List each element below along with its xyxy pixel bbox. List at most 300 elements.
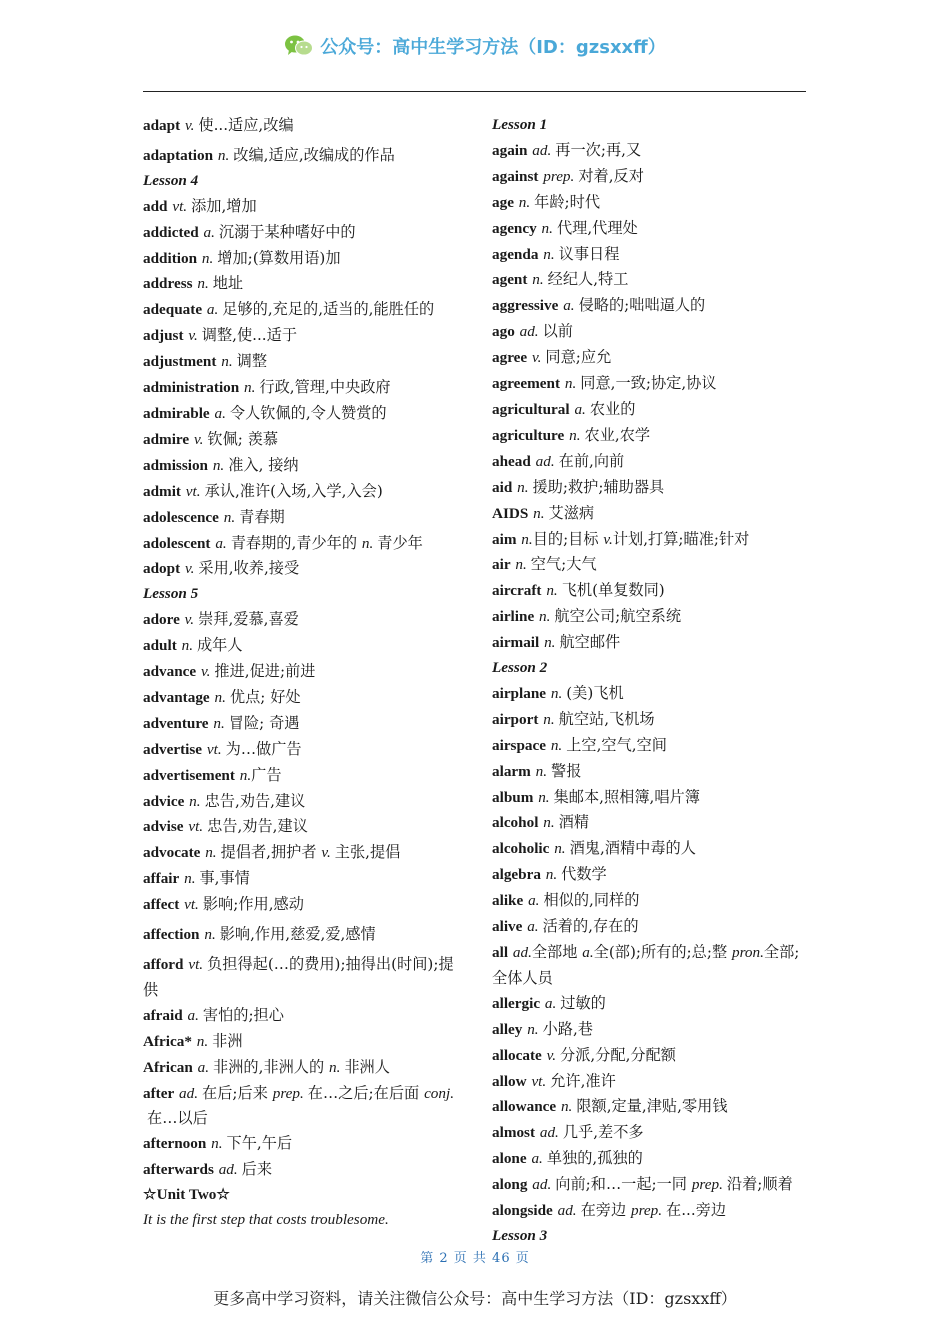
entry-word: adjustment <box>143 353 217 371</box>
entry-word: again <box>492 141 528 159</box>
part-of-speech: n. <box>244 379 256 397</box>
part-of-speech: v. <box>193 430 204 448</box>
part-of-speech: n. <box>527 1020 539 1038</box>
entry-word: airline <box>492 608 535 626</box>
entry-word: adult <box>143 637 177 655</box>
entry-word: agency <box>492 219 537 237</box>
entry-definition: 增加;(算数用语)加 <box>217 248 341 267</box>
entry-word: agricultural <box>492 400 570 418</box>
part-of-speech: n. <box>543 814 555 832</box>
vocab-entry <box>143 685 461 711</box>
vocab-entry <box>492 810 810 836</box>
part-of-speech: n. <box>550 684 563 702</box>
part-of-speech: n. <box>213 714 225 732</box>
entry-word: affection <box>143 926 200 944</box>
vocab-entry <box>492 345 810 371</box>
part-of-speech: v. <box>184 117 195 134</box>
entry-definition: 负担得起(…的费用);抽得出(时间);提供 <box>143 955 454 999</box>
entry-definition: 代数学 <box>561 865 607 884</box>
vocab-entry <box>492 138 810 164</box>
vocab-entry <box>143 607 461 633</box>
vocab-entry <box>492 836 810 862</box>
vocab-entry <box>143 143 461 169</box>
vocab-entry <box>492 371 810 397</box>
vocab-entry <box>143 1131 461 1157</box>
vocab-entry <box>143 892 461 918</box>
entry-definition: 足够的,充足的,适当的,能胜任的 <box>222 300 435 319</box>
vocab-entry <box>492 940 810 991</box>
entry-definition: 非洲 <box>212 1031 243 1050</box>
entry-word: ago <box>492 323 515 341</box>
part-of-speech: n. <box>541 219 553 237</box>
left-column <box>143 113 461 1233</box>
part-of-speech: n. <box>539 608 551 626</box>
entry-definition: 钦佩; 羡慕 <box>207 429 279 448</box>
entry-word: adapt <box>143 117 181 134</box>
entry-definition: 冒险; 奇遇 <box>228 713 300 732</box>
vocab-entry <box>143 297 461 323</box>
part-of-speech: pron. <box>731 944 764 961</box>
entry-word: AIDS <box>492 504 529 522</box>
vocab-entry <box>492 501 810 527</box>
vocab-entry <box>492 190 810 216</box>
entry-word: algebra <box>492 866 541 884</box>
wechat-icon <box>284 34 314 58</box>
entry-definition: 过敏的 <box>560 993 606 1012</box>
entry-definition: 令人钦佩的,令人赞赏的 <box>229 403 387 422</box>
entry-word: admire <box>143 430 190 448</box>
entry-word: airport <box>492 710 539 728</box>
entry-word: aim <box>492 530 517 548</box>
entry-definition: 地址 <box>212 274 244 293</box>
entry-word: afterwards <box>143 1161 214 1179</box>
entry-definition: 在…以后 <box>147 1109 208 1128</box>
entry-definition: 优点; 好处 <box>229 687 301 706</box>
part-of-speech: n. <box>546 582 558 600</box>
entry-definition: 调整 <box>236 352 268 371</box>
entry-word: African <box>143 1058 193 1076</box>
entry-word: afford <box>143 956 184 973</box>
vocab-entry <box>492 578 810 604</box>
entry-word: address <box>143 275 193 293</box>
vocab-entry <box>143 633 461 659</box>
entry-word: along <box>492 1176 528 1194</box>
part-of-speech: vt. <box>184 896 199 914</box>
vocab-entry <box>143 113 461 139</box>
entry-word: addicted <box>143 223 199 241</box>
lesson-heading: Lesson 3 <box>492 1226 548 1244</box>
entry-word: adolescence <box>143 508 219 526</box>
entry-definition: 农业的 <box>589 399 636 418</box>
entry-definition: 在…之后;在后面 <box>307 1083 420 1102</box>
part-of-speech: ad. <box>539 1124 559 1142</box>
entry-definition: 主张,提倡 <box>334 843 401 862</box>
vocab-entry <box>143 763 461 789</box>
entry-definition: 目的;目标 <box>532 529 599 548</box>
vocab-entry <box>143 952 461 1003</box>
entry-definition: 航空公司;航空系统 <box>554 607 682 626</box>
part-of-speech: prep. <box>630 1202 663 1220</box>
entry-definition: 全部地 <box>531 943 578 961</box>
entry-definition: 害怕的;担心 <box>202 1005 284 1024</box>
vocab-entry <box>492 423 810 449</box>
vocab-entry <box>492 862 810 888</box>
part-of-speech: a. <box>528 892 540 910</box>
part-of-speech: n. <box>217 146 230 164</box>
entry-definition: 分派,分配,分配额 <box>560 1045 676 1064</box>
entry-definition: 下午,午后 <box>226 1134 293 1153</box>
entry-word: advice <box>143 792 185 810</box>
entry-definition: 再一次;再,又 <box>555 140 642 159</box>
entry-word: aggressive <box>492 297 559 315</box>
part-of-speech: n. <box>518 193 531 211</box>
vocab-entry <box>492 888 810 914</box>
part-of-speech: n. <box>184 870 196 888</box>
entry-definition: 议事日程 <box>558 244 620 263</box>
entry-definition: 上空,空气,空间 <box>566 735 667 754</box>
entry-word: alike <box>492 892 524 910</box>
part-of-speech: vt. <box>206 740 222 758</box>
part-of-speech: ad. <box>532 141 552 159</box>
vocab-entry <box>143 194 461 220</box>
vocab-entry <box>143 220 461 246</box>
entry-definition: 年龄;时代 <box>534 192 601 211</box>
part-of-speech: a. <box>544 994 557 1012</box>
entry-word: allowance <box>492 1098 557 1116</box>
entry-definition: 农业,农学 <box>584 425 651 444</box>
part-of-speech: vt. <box>531 1072 547 1090</box>
entry-word: afraid <box>143 1006 183 1024</box>
vocab-entry <box>143 840 461 866</box>
vocab-entry <box>492 475 810 501</box>
part-of-speech: n. <box>328 1058 341 1076</box>
part-of-speech: v. <box>184 611 195 629</box>
entry-definition: 影响;作用,感动 <box>202 895 304 914</box>
entry-definition: 非洲人 <box>344 1057 390 1076</box>
entry-definition: 提倡者,拥护者 <box>220 843 317 862</box>
entry-definition: 航空站,飞机场 <box>558 709 655 728</box>
vocab-entry <box>143 711 461 737</box>
vocab-entry <box>492 164 810 190</box>
entry-word: adopt <box>143 560 181 578</box>
header-title: 公众号：高中生学习方法（ID：gzsxxff） <box>320 37 666 58</box>
part-of-speech: v. <box>603 530 613 548</box>
entry-definition: 小路,巷 <box>542 1019 593 1038</box>
entry-definition: 为…做广告 <box>225 739 302 758</box>
part-of-speech: n. <box>533 504 545 522</box>
entry-definition: 对着,反对 <box>578 166 644 185</box>
entry-word: adjust <box>143 327 184 345</box>
entry-definition: 全部;全体人员 <box>492 943 800 987</box>
vocab-entry <box>143 271 461 297</box>
part-of-speech: v. <box>546 1046 557 1064</box>
entry-word: agent <box>492 271 528 289</box>
entry-definition: 在...旁边 <box>666 1201 727 1220</box>
entry-definition: 酒鬼,酒精中毒的人 <box>569 839 696 858</box>
entry-definition: 几乎,差不多 <box>562 1123 644 1142</box>
part-of-speech: n. <box>221 353 233 371</box>
entry-definition: 青春期的,青少年的 <box>230 533 358 552</box>
entry-definition: 限额,定量,津贴,零用钱 <box>576 1097 728 1116</box>
vocab-entry <box>492 1198 810 1224</box>
entry-word: allergic <box>492 994 541 1012</box>
entry-word: airplane <box>492 684 547 702</box>
vocab-entry <box>143 531 461 557</box>
part-of-speech: a. <box>215 534 227 552</box>
entry-definition: 单独的,孤独的 <box>546 1149 643 1168</box>
entry-word: all <box>492 944 509 961</box>
entry-word: advance <box>143 663 197 681</box>
entry-definition: 同意,一致;协定,协议 <box>580 374 717 393</box>
part-of-speech: n. <box>569 426 581 444</box>
entry-definition: 酒精 <box>558 813 590 832</box>
part-of-speech: a. <box>206 301 219 319</box>
entry-word: afternoon <box>143 1135 207 1153</box>
entry-definition: 飞机(单复数同) <box>561 581 665 600</box>
vocab-entry <box>492 681 810 707</box>
entry-definition: 活着的,存在的 <box>542 917 639 936</box>
vocab-entry <box>492 552 810 578</box>
entry-definition: 使...适应,改编 <box>198 116 294 134</box>
vocab-entry <box>492 1172 810 1198</box>
part-of-speech: n. <box>564 375 577 393</box>
part-of-speech: n. <box>189 792 201 810</box>
vocab-entry <box>492 1043 810 1069</box>
entry-word: adventure <box>143 714 209 732</box>
vocab-entry <box>143 1081 461 1132</box>
entry-word: Africa* <box>143 1032 192 1050</box>
part-of-speech: ad. <box>519 323 539 341</box>
part-of-speech: ad. <box>179 1084 199 1102</box>
vocab-entry <box>143 814 461 840</box>
entry-word: agenda <box>492 245 539 263</box>
part-of-speech: n. <box>211 1135 223 1153</box>
entry-definition: 同意;应允 <box>545 348 612 367</box>
vocab-entry <box>143 401 461 427</box>
part-of-speech: v. <box>200 663 211 681</box>
vocab-entry <box>492 1094 810 1120</box>
part-of-speech: v. <box>321 844 331 862</box>
entry-definition: 计划,打算;瞄准;针对 <box>612 529 750 548</box>
part-of-speech: n. <box>181 637 193 655</box>
part-of-speech: a. <box>197 1058 209 1076</box>
part-of-speech: a. <box>531 1150 543 1168</box>
entry-definition: 空气;大气 <box>530 555 597 574</box>
entry-word: allocate <box>492 1046 542 1064</box>
part-of-speech: a. <box>574 400 586 418</box>
part-of-speech: vt. <box>172 197 188 215</box>
page-number: 第 2 页 共 46 页 <box>420 1251 530 1266</box>
entry-word: adequate <box>143 301 203 319</box>
entry-word: alcoholic <box>492 840 550 858</box>
entry-definition: 广告 <box>251 765 282 784</box>
part-of-speech: n. <box>214 688 226 706</box>
entry-word: album <box>492 788 534 806</box>
part-of-speech: vt. <box>188 818 204 836</box>
vocab-entry <box>492 319 810 345</box>
part-of-speech: n. <box>205 844 217 862</box>
entry-definition: 侵略的;咄咄逼人的 <box>578 296 706 315</box>
entry-word: admit <box>143 482 181 500</box>
part-of-speech: n. <box>517 478 529 496</box>
lesson-heading: Lesson 4 <box>143 171 199 189</box>
part-of-speech: conj. <box>424 1084 455 1102</box>
part-of-speech: n. <box>545 866 558 884</box>
vocab-entry <box>492 604 810 630</box>
entry-word: affect <box>143 896 180 914</box>
vocab-entry <box>143 323 461 349</box>
part-of-speech: a. <box>527 918 539 936</box>
entry-word: advocate <box>143 844 201 862</box>
entry-word: add <box>143 197 168 215</box>
entry-definition: 警报 <box>551 761 582 780</box>
vocab-entry <box>143 737 461 763</box>
entry-definition: 行政,管理,中央政府 <box>259 378 391 397</box>
vocab-entry <box>143 375 461 401</box>
entry-definition: 代理,代理处 <box>556 218 638 237</box>
part-of-speech: n. <box>538 788 550 806</box>
entry-definition: 成年人 <box>196 636 243 655</box>
part-of-speech: n. <box>204 926 216 944</box>
part-of-speech: a. <box>203 223 215 241</box>
entry-definition: 集邮本,照相簿,唱片簿 <box>553 787 700 806</box>
vocab-entry <box>492 1120 810 1146</box>
vocab-entry <box>492 1069 810 1095</box>
entry-word: after <box>143 1084 175 1102</box>
part-of-speech: v. <box>188 327 198 345</box>
entry-definition: 经纪人,特工 <box>547 270 629 289</box>
entry-word: against <box>492 167 539 185</box>
entry-definition: 非洲的,非洲人的 <box>213 1057 325 1076</box>
entry-word: alcohol <box>492 814 539 832</box>
part-of-speech: prep. <box>691 1176 723 1194</box>
entry-word: ahead <box>492 452 531 470</box>
entry-definition: 改编,适应,改编成的作品 <box>233 145 395 164</box>
part-of-speech: vt. <box>188 956 204 973</box>
entry-word: alarm <box>492 762 531 780</box>
part-of-speech: ad. <box>535 452 555 470</box>
entry-word: advertisement <box>143 766 235 784</box>
entry-word: agreement <box>492 375 561 393</box>
part-of-speech: n. <box>543 245 555 263</box>
part-of-speech: prep. <box>272 1084 304 1102</box>
entry-definition: 采用,收养,接受 <box>198 559 300 578</box>
entry-word: airspace <box>492 736 546 754</box>
vocab-entry <box>143 1157 461 1183</box>
part-of-speech: n. <box>212 456 225 474</box>
vocab-entry <box>492 242 810 268</box>
entry-word: allow <box>492 1072 527 1090</box>
entry-definition: 在旁边 <box>580 1201 627 1220</box>
entry-definition: 影响,作用,慈爱,爱,感情 <box>219 925 376 944</box>
entry-definition: 允许,准许 <box>550 1071 616 1090</box>
entry-definition: 调整,使...适于 <box>201 326 298 345</box>
entry-word: almost <box>492 1124 536 1142</box>
entry-word: affair <box>143 870 180 888</box>
entry-definition: 忠告,劝告,建议 <box>207 817 308 836</box>
vocab-entry <box>143 427 461 453</box>
entry-definition: 承认,准许(入场,入学,入会) <box>204 481 383 500</box>
entry-word: addition <box>143 249 198 267</box>
lesson-heading: Lesson 2 <box>492 659 548 677</box>
entry-definition: 忠告,劝告,建议 <box>204 791 306 810</box>
entry-word: alive <box>492 918 523 936</box>
vocab-entry <box>143 556 461 582</box>
vocab-entry <box>492 991 810 1017</box>
entry-word: aid <box>492 478 513 496</box>
part-of-speech: v. <box>184 560 195 578</box>
vocab-entry <box>143 1055 461 1081</box>
entry-definition: 艾滋病 <box>548 503 595 522</box>
lesson-heading: Lesson 5 <box>143 585 199 603</box>
vocab-entry <box>143 453 461 479</box>
right-column <box>492 113 810 1249</box>
part-of-speech: n. <box>543 710 555 728</box>
part-of-speech: a. <box>582 944 594 961</box>
entry-definition: 推进,促进;前进 <box>214 662 316 681</box>
vocab-entry <box>143 789 461 815</box>
entry-definition: 青少年 <box>377 533 423 552</box>
vocab-entry <box>492 267 810 293</box>
entry-definition: 以前 <box>542 322 573 341</box>
part-of-speech: a. <box>563 297 575 315</box>
entry-word: agree <box>492 349 528 367</box>
entry-definition: 添加,增加 <box>191 196 257 215</box>
part-of-speech: ad. <box>512 944 532 961</box>
entry-word: alley <box>492 1020 523 1038</box>
entry-word: alongside <box>492 1202 553 1220</box>
page-footer: 更多高中学习资料，请关注微信公众号：高中生学习方法（ID：gzsxxff） <box>213 1289 737 1308</box>
entry-definition: 在后;后来 <box>202 1083 268 1102</box>
page-header <box>0 33 950 62</box>
entry-word: advise <box>143 818 184 836</box>
entry-definition: 在前,向前 <box>558 451 625 470</box>
part-of-speech: n. <box>544 634 556 652</box>
lesson-heading: Lesson 1 <box>492 116 548 133</box>
vocab-entry <box>492 759 810 785</box>
part-of-speech: n. <box>196 1032 209 1050</box>
vocab-entry <box>143 866 461 892</box>
vocab-entry <box>492 397 810 423</box>
part-of-speech: n. <box>515 556 527 574</box>
unit-heading: ☆Unit Two☆ <box>143 1186 231 1204</box>
entry-word: adolescent <box>143 534 211 552</box>
entry-word: advantage <box>143 688 210 706</box>
entry-definition: 全(部);所有的;总;整 <box>593 943 728 961</box>
part-of-speech: v. <box>531 349 542 367</box>
motto-quote: It is the first step that costs troublesome. <box>143 1211 389 1229</box>
part-of-speech: ad. <box>532 1176 552 1194</box>
part-of-speech: vt. <box>185 482 201 500</box>
part-of-speech: prep. <box>543 167 575 185</box>
vocab-entry <box>492 1017 810 1043</box>
part-of-speech: ad. <box>557 1202 577 1220</box>
vocab-entry <box>492 630 810 656</box>
entry-definition: 航空邮件 <box>559 633 621 652</box>
entry-word: admirable <box>143 404 210 422</box>
vocab-entry <box>143 479 461 505</box>
entry-definition: 向前;和…一起;一同 <box>555 1175 687 1194</box>
part-of-speech: n. <box>550 736 563 754</box>
entry-word: administration <box>143 379 240 397</box>
part-of-speech: n. <box>535 762 548 780</box>
part-of-speech: n. <box>201 249 214 267</box>
part-of-speech: ad. <box>218 1161 238 1179</box>
part-of-speech: n. <box>239 766 252 784</box>
entry-word: advertise <box>143 740 203 758</box>
part-of-speech: a. <box>187 1006 199 1024</box>
entry-definition: 沉溺于某种嗜好中的 <box>218 222 356 241</box>
